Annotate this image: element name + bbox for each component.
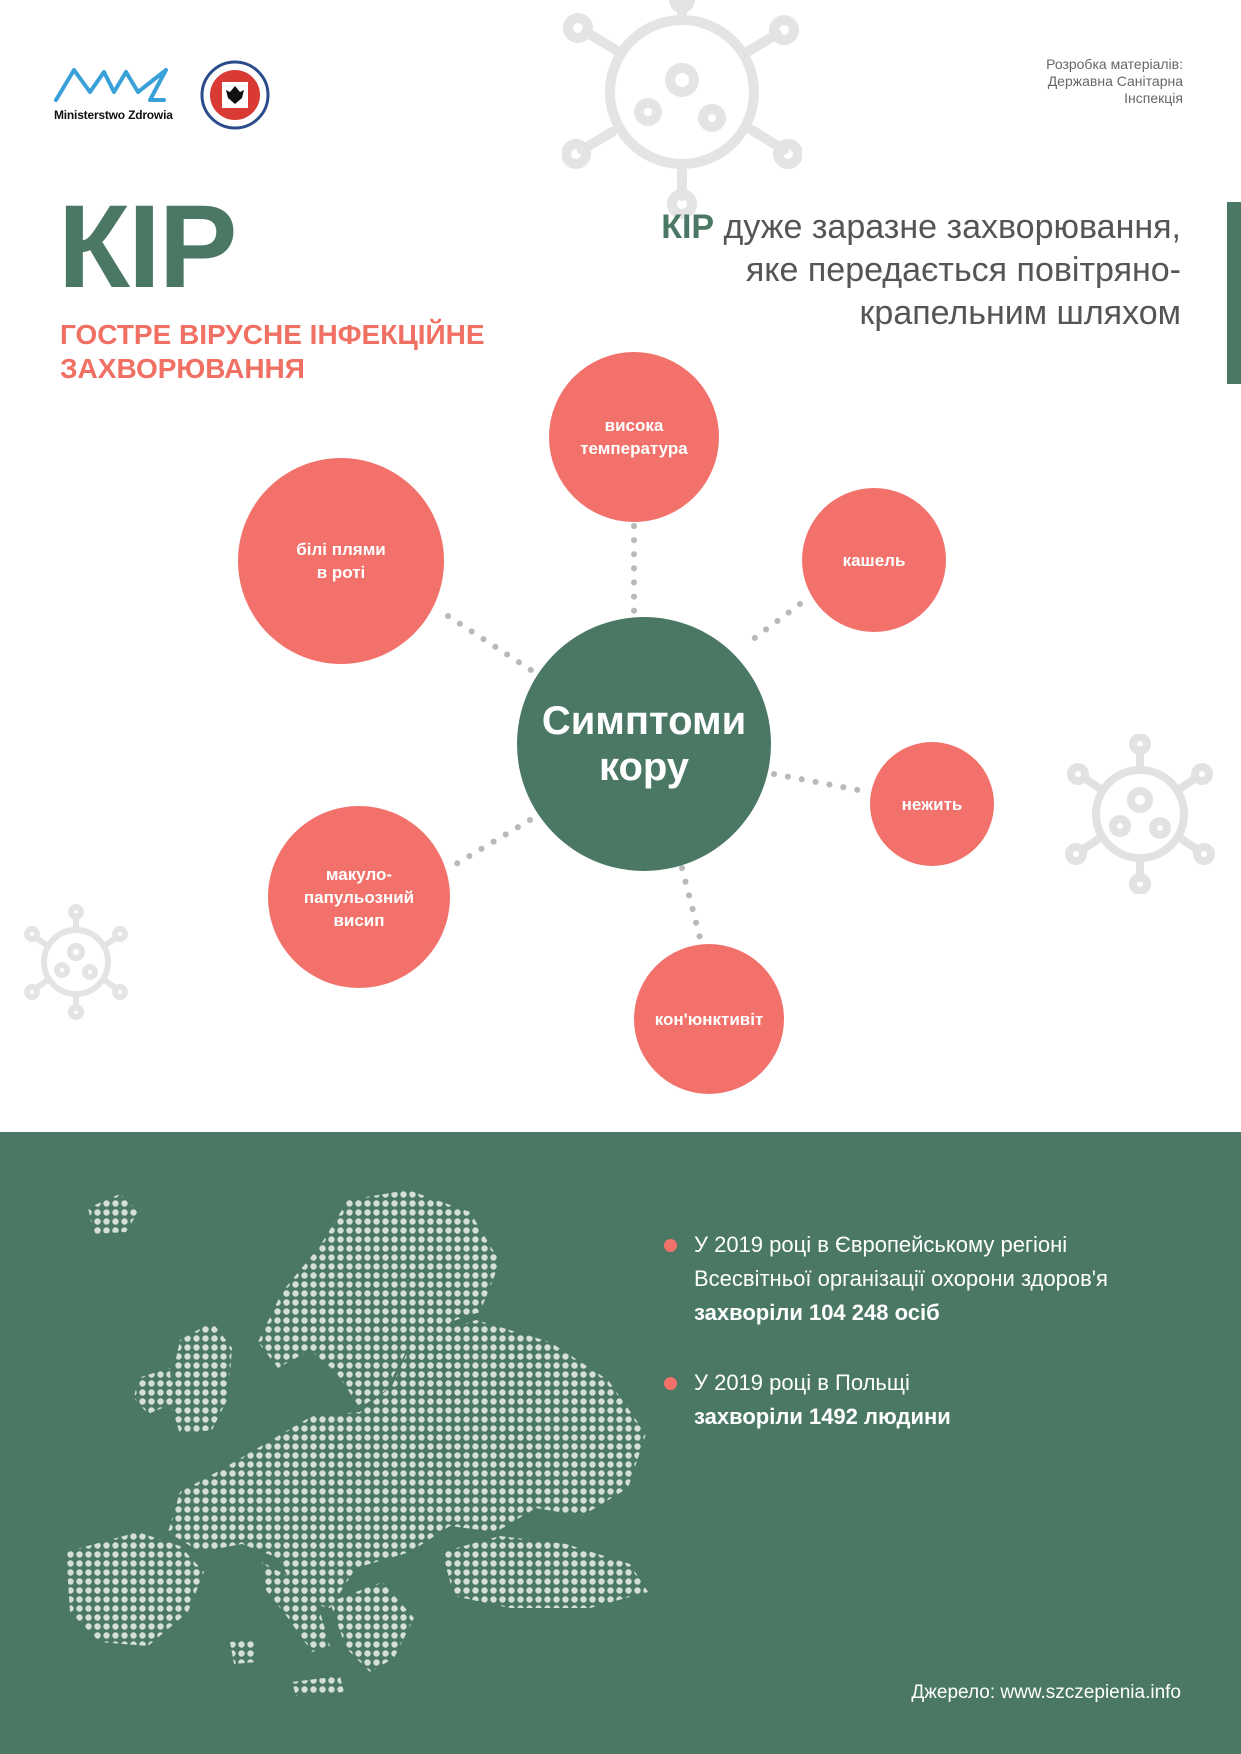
source-text: Джерело: www.szczepienia.info <box>911 1682 1181 1703</box>
symptom-label: висока <box>604 416 664 435</box>
center-label: Симптоми <box>541 699 747 743</box>
page-subtitle: ГОСТРЕ ВІРУСНЕ ІНФЕКЦІЙНЕ ЗАХВОРЮВАННЯ <box>60 319 485 384</box>
bullet-icon <box>664 1377 677 1390</box>
fact-bold: захворіли 104 248 осіб <box>694 1300 940 1325</box>
credit-line: Державна Санітарна <box>1047 73 1183 89</box>
symptom-conjunctivitis <box>634 944 784 1094</box>
fact-text: У 2019 році в Європейському регіоні Всесвітньої організації охорони здоров'я <box>694 1232 1108 1291</box>
center-label: кору <box>598 745 690 789</box>
symptom-cough <box>802 488 946 632</box>
facts-list <box>664 1228 1184 1470</box>
symptom-label: макуло- <box>325 864 393 884</box>
symptom-high-fever <box>549 352 719 522</box>
fact-item <box>664 1228 1184 1330</box>
symptom-label: в роті <box>316 563 366 582</box>
statistics-panel <box>0 1132 1241 1754</box>
symptom-label: кашель <box>842 550 906 570</box>
lead-bold: КІР <box>661 208 715 246</box>
symptom-rash <box>268 806 450 988</box>
fact-text: У 2019 році в Польщі <box>694 1370 910 1395</box>
symptom-runny-nose <box>870 742 994 866</box>
symptom-label: кон'юнктивіт <box>654 1009 764 1029</box>
symptom-white-spots <box>238 458 444 664</box>
credit-line: Розробка матеріалів: <box>1046 56 1183 72</box>
credit-line: Інспекція <box>1124 90 1183 106</box>
fact-item <box>664 1366 1184 1434</box>
symptom-label: нежить <box>901 794 963 814</box>
lead-rest: дуже заразне захворювання, яке передається повітряно-крапельним шляхом <box>714 208 1181 332</box>
page-title: КІР <box>58 181 236 313</box>
symptom-label: білі плями <box>296 540 386 559</box>
symptom-label: папульозний <box>303 887 415 907</box>
fact-bold: захворіли 1492 людини <box>694 1404 951 1429</box>
logo-text: Ministerstwo Zdrowia <box>54 108 173 122</box>
symptom-label: температура <box>580 439 688 458</box>
europe-map-icon <box>30 1172 730 1732</box>
bullet-icon <box>664 1239 677 1252</box>
symptom-label: висип <box>333 910 385 930</box>
symptoms-center <box>517 617 771 871</box>
